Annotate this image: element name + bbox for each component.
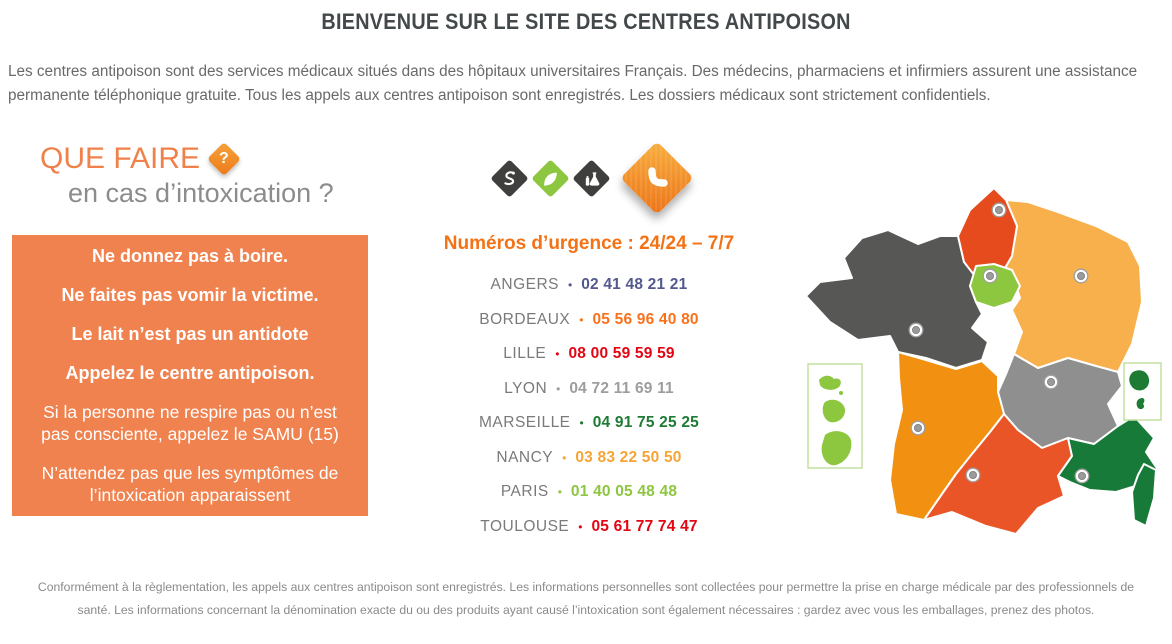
map-marker-marseille[interactable] [1075,469,1089,483]
center-phone[interactable]: 04 91 75 25 25 [592,414,699,432]
france-map [798,186,1170,576]
separator-dot: • [568,278,573,293]
center-phone[interactable]: 05 56 96 40 80 [592,310,699,328]
map-marker-angers[interactable] [909,323,923,337]
overseas-inset-reunion-mayotte [1124,363,1161,420]
overseas-inset-antilles-guyane [808,364,862,468]
chemistry-icon [572,159,610,197]
phone-icon [620,141,694,215]
map-marker-nancy[interactable] [1074,269,1088,283]
que-faire-title: QUE FAIRE [40,142,201,175]
advice-line: Appelez le centre antipoison. [65,362,315,383]
separator-dot: • [555,347,560,362]
snake-icon [490,159,528,197]
center-city: TOULOUSE [480,517,570,535]
center-city: LILLE [503,345,547,363]
footer [0,576,1172,622]
footer-legal-text: Conformément à la règlementation, les appels aux centres antipoison sont enregistrés. Les informations personnelles sont collectées pour permettre la prise en charge médicale par des professionnels de santé. Les informations concernant la dénomination exacte du ou des produits ayant causé l’intoxication sont également nécessaires : gardez avec vous les emballages, prenez des photos. [37,580,1135,617]
center-row-lyon [400,372,778,407]
center-row-bordeaux [400,303,778,338]
center-phone[interactable]: 04 72 11 69 11 [569,379,674,397]
center-city: LYON [504,379,548,397]
center-city: PARIS [500,483,549,501]
center-row-angers [400,268,778,303]
separator-dot: • [579,312,584,327]
que-faire-subtitle: en cas d’intoxication ? [68,178,334,208]
center-row-marseille [400,406,778,441]
center-city: MARSEILLE [479,414,571,432]
que-faire-section [12,142,368,516]
separator-dot: • [579,416,584,431]
center-phone[interactable]: 01 40 05 48 48 [570,483,678,501]
center-phone[interactable]: 03 83 22 50 50 [575,448,682,466]
map-marker-bordeaux[interactable] [911,421,925,435]
center-city: BORDEAUX [479,310,571,328]
leaf-icon [531,159,569,197]
center-city: ANGERS [490,276,560,294]
center-phone[interactable]: 02 41 48 21 21 [581,276,688,294]
separator-dot: • [557,485,562,500]
page-title: BIENVENUE SUR LE SITE DES CENTRES ANTIPOISON [321,9,851,34]
map-marker-toulouse[interactable] [966,468,980,482]
advice-line: Ne faites pas vomir la victime. [61,284,319,305]
island-dot [839,391,843,395]
question-diamond-icon [207,142,241,176]
center-row-paris [400,475,778,510]
emergency-section [400,142,778,544]
center-row-lille [400,337,778,372]
map-marker-lyon[interactable] [1044,375,1058,389]
category-icons-row [400,142,778,214]
map-marker-paris[interactable] [983,269,997,283]
intro-text: Les centres antipoison sont des services médicaux situés dans des hôpitaux universitaires Français. Des médecins, pharmaciens et infirmiers assurent une assistance permanente téléphonique gratuite. Tous les appels aux centres antipoison sont enregistrés. Les dossiers médicaux sont strictement confidentiels. [8,63,1138,104]
center-row-nancy [400,441,778,476]
separator-dot: • [562,450,567,465]
advice-box [12,235,368,516]
question-mark: ? [219,150,229,167]
map-marker-lille[interactable] [992,203,1006,217]
advice-line: Si la personne ne respire pas ou n’est pas consciente, appelez le SAMU (15) [41,401,339,445]
center-city: NANCY [496,448,554,466]
advice-line: Le lait n’est pas un antidote [71,323,309,344]
centers-list [400,268,778,544]
advice-line: N’attendez pas que les symptômes de l’intoxication apparaissent [41,462,339,505]
separator-dot: • [578,519,583,534]
separator-dot: • [556,381,561,396]
advice-line: Ne donnez pas à boire. [91,245,289,266]
center-phone[interactable]: 05 61 77 74 47 [591,517,698,535]
emergency-heading: Numéros d’urgence : 24/24 – 7/7 [443,233,735,254]
center-phone[interactable]: 08 00 59 59 59 [568,345,675,363]
center-row-toulouse [400,510,778,545]
